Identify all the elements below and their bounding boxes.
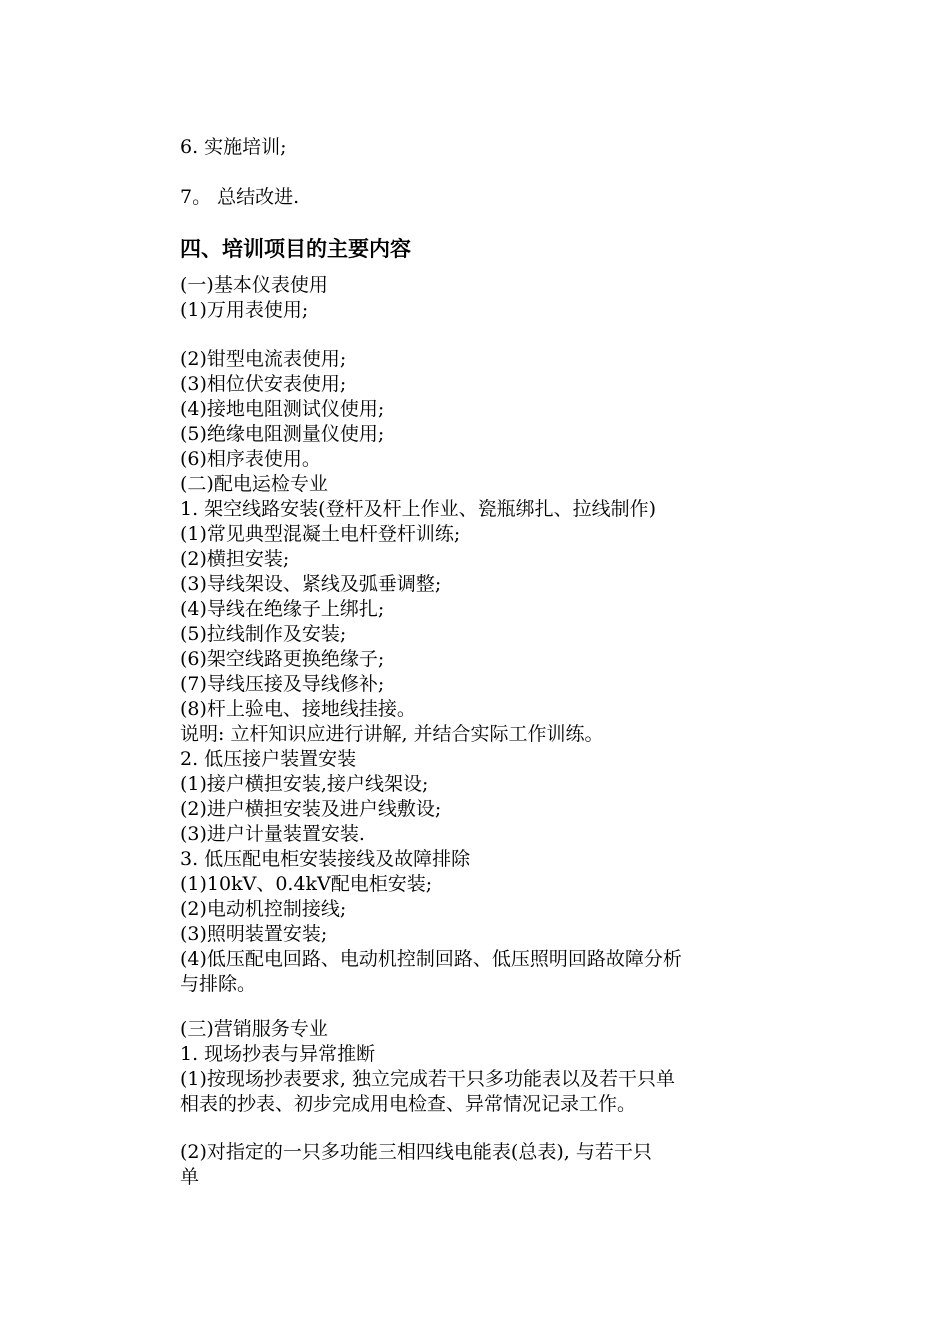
note: 说明: 立杆知识应进行讲解, 并结合实际工作训练。 — [180, 723, 604, 745]
list-item: (1)10kV、0.4kV配电柜安装; — [180, 873, 433, 895]
list-item: (3)进户计量装置安装. — [180, 823, 365, 845]
list-item: (2)对指定的一只多功能三相四线电能表(总表), 与若干只 — [180, 1141, 652, 1163]
subsection-title: (一)基本仪表使用 — [180, 274, 328, 296]
list-item: (2)钳型电流表使用; — [180, 348, 347, 370]
list-item: (4)低压配电回路、电动机控制回路、低压照明回路故障分析 — [180, 948, 682, 970]
list-item: 与排除。 — [180, 973, 257, 995]
list-item: 1. 架空线路安装(登杆及杆上作业、瓷瓶绑扎、拉线制作) — [180, 498, 656, 520]
list-item: (7)导线压接及导线修补; — [180, 673, 385, 695]
list-item: (6)架空线路更换绝缘子; — [180, 648, 385, 670]
list-item: 1. 现场抄表与异常推断 — [180, 1043, 376, 1065]
list-item: (3)照明装置安装; — [180, 923, 328, 945]
list-item: (1)按现场抄表要求, 独立完成若干只多功能表以及若干只单 — [180, 1068, 675, 1090]
list-item: (1)万用表使用; — [180, 299, 309, 321]
list-item: (3)相位伏安表使用; — [180, 373, 347, 395]
section-heading: 四、培训项目的主要内容 — [180, 237, 411, 261]
list-item: 6. 实施培训; — [180, 136, 287, 158]
list-item: (5)拉线制作及安装; — [180, 623, 347, 645]
list-item: (4)接地电阻测试仪使用; — [180, 398, 385, 420]
list-item: 相表的抄表、初步完成用电检查、异常情况记录工作。 — [180, 1093, 637, 1115]
list-item: (8)杆上验电、接地线挂接。 — [180, 698, 416, 720]
list-item: (3)导线架设、紧线及弧垂调整; — [180, 573, 442, 595]
list-item: (4)导线在绝缘子上绑扎; — [180, 598, 385, 620]
list-item: (2)进户横担安装及进户线敷设; — [180, 798, 442, 820]
list-item: 7。 总结改进. — [180, 186, 300, 208]
list-item: 单 — [180, 1166, 200, 1188]
list-item: 2. 低压接户装置安装 — [180, 748, 357, 770]
list-item: (1)接户横担安装,接户线架设; — [180, 773, 429, 795]
list-item: 3. 低压配电柜安装接线及故障排除 — [180, 848, 471, 870]
list-item: (1)常见典型混凝土电杆登杆训练; — [180, 523, 461, 545]
subsection-title: (二)配电运检专业 — [180, 473, 328, 495]
list-item: (5)绝缘电阻测量仪使用; — [180, 423, 385, 445]
list-item: (6)相序表使用。 — [180, 448, 321, 470]
list-item: (2)电动机控制接线; — [180, 898, 347, 920]
list-item: (2)横担安装; — [180, 548, 290, 570]
subsection-title: (三)营销服务专业 — [180, 1018, 328, 1040]
